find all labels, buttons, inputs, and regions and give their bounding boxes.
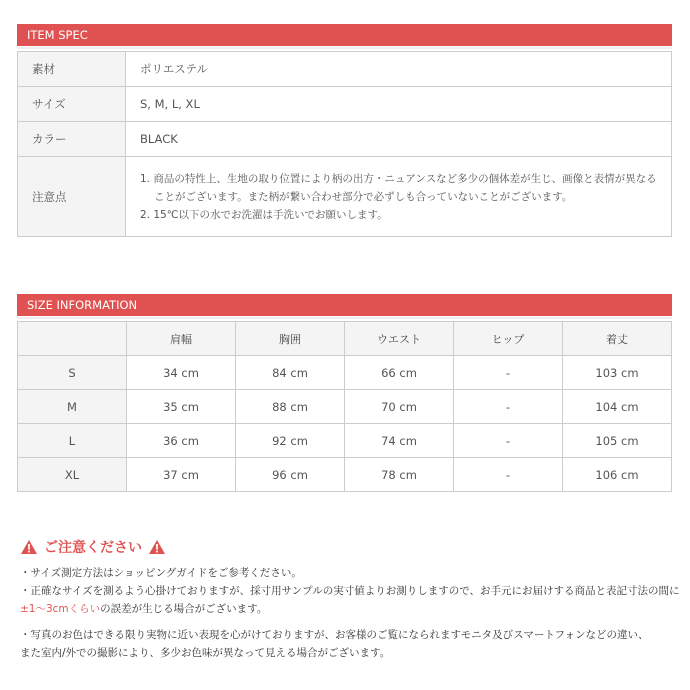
size-cell: 84 cm bbox=[236, 356, 345, 390]
size-cell: 35 cm bbox=[127, 390, 236, 424]
spec-notes bbox=[126, 157, 672, 237]
spec-row-notes bbox=[18, 157, 672, 237]
size-cell: - bbox=[454, 390, 563, 424]
size-cell: 106 cm bbox=[563, 458, 672, 492]
caution-highlight: ±1～3cmくらい bbox=[20, 603, 101, 615]
size-info-table bbox=[17, 321, 672, 492]
size-cell: 104 cm bbox=[563, 390, 672, 424]
size-header-cell: 肩幅 bbox=[127, 322, 236, 356]
spec-row-material bbox=[18, 52, 672, 87]
size-header-cell: 胸囲 bbox=[236, 322, 345, 356]
size-cell: 92 cm bbox=[236, 424, 345, 458]
spec-label: カラー bbox=[18, 122, 126, 157]
size-label: L bbox=[18, 424, 127, 458]
warning-icon bbox=[148, 539, 166, 555]
size-label: M bbox=[18, 390, 127, 424]
caution-title-text: ご注意ください bbox=[44, 540, 142, 556]
spec-row-color bbox=[18, 122, 672, 157]
size-cell: 70 cm bbox=[345, 390, 454, 424]
size-cell: 66 cm bbox=[345, 356, 454, 390]
spec-value: S, M, L, XL bbox=[126, 87, 672, 122]
size-cell: 105 cm bbox=[563, 424, 672, 458]
size-cell: 96 cm bbox=[236, 458, 345, 492]
caution-line: ・写真のお色はできる限り実物に近い表現を心がけておりますが、お客様のご覧になられますモニタ及びスマートフォンなどの違い、 bbox=[20, 629, 649, 641]
size-cell: 103 cm bbox=[563, 356, 672, 390]
caution-line: また室内/外での撮影により、多少お色味が異なって見える場合がございます。 bbox=[20, 647, 391, 659]
spec-row-size bbox=[18, 87, 672, 122]
size-cell: 37 cm bbox=[127, 458, 236, 492]
size-header-cell: ウエスト bbox=[345, 322, 454, 356]
caution-text bbox=[20, 564, 680, 662]
size-label: S bbox=[18, 356, 127, 390]
note-item: 2. 15℃以下の水でお洗濯は手洗いでお願いします。 bbox=[140, 208, 388, 221]
size-header-row bbox=[18, 322, 672, 356]
spec-label: サイズ bbox=[18, 87, 126, 122]
size-cell: - bbox=[454, 458, 563, 492]
size-cell: - bbox=[454, 424, 563, 458]
size-row bbox=[18, 390, 672, 424]
caution-line bbox=[20, 600, 680, 618]
caution-line: ・正確なサイズを測るよう心掛けておりますが、採寸用サンプルの実寸値よりお測りしますので、お手元にお届けする商品と表記寸法の間に bbox=[20, 585, 680, 597]
size-label: XL bbox=[18, 458, 127, 492]
size-row bbox=[18, 458, 672, 492]
size-header-cell: ヒップ bbox=[454, 322, 563, 356]
caution-line: ・サイズ測定方法はショッピングガイドをご参考ください。 bbox=[20, 567, 302, 579]
size-row bbox=[18, 424, 672, 458]
spec-value: BLACK bbox=[126, 122, 672, 157]
item-spec-table bbox=[17, 51, 672, 237]
item-spec-header: ITEM SPEC bbox=[17, 24, 672, 46]
size-cell: 34 cm bbox=[127, 356, 236, 390]
size-cell: 36 cm bbox=[127, 424, 236, 458]
size-cell: 74 cm bbox=[345, 424, 454, 458]
size-cell: - bbox=[454, 356, 563, 390]
caution-line-rest: の誤差が生じる場合がございます。 bbox=[100, 603, 268, 615]
size-cell: 88 cm bbox=[236, 390, 345, 424]
size-row bbox=[18, 356, 672, 390]
spec-value: ポリエステル bbox=[126, 52, 672, 87]
spec-label: 注意点 bbox=[18, 157, 126, 237]
size-header-cell: 着丈 bbox=[563, 322, 672, 356]
warning-icon bbox=[20, 539, 38, 555]
spec-label: 素材 bbox=[18, 52, 126, 87]
size-header-cell bbox=[18, 322, 127, 356]
size-cell: 78 cm bbox=[345, 458, 454, 492]
size-info-header: SIZE INFORMATION bbox=[17, 294, 672, 316]
spacer bbox=[20, 618, 680, 626]
caution-title bbox=[20, 536, 166, 558]
note-item: 1. 商品の特性上、生地の取り位置により柄の出方・ニュアンスなど多少の個体差が生じ、画像と表情が異なることがございます。また柄が繋い合わせ部分で必ずしも合っていないことがございます。 bbox=[140, 172, 657, 203]
